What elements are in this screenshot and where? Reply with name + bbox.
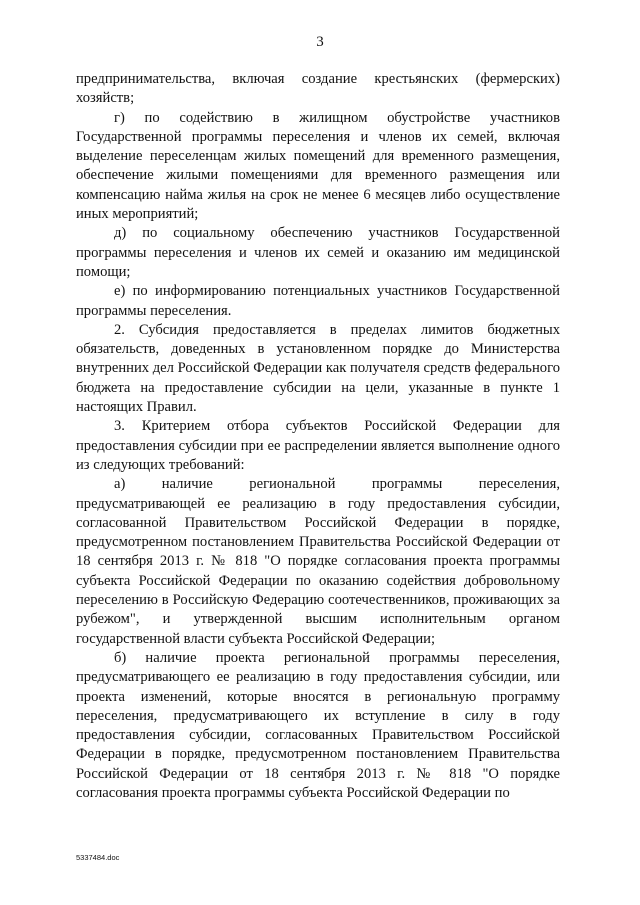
paragraph-a: а) наличие региональной программы переселения, предусматривающей ее реализацию в году предоставления субсидии, согласованной Правительством Российской Федерации в порядке, предусмотренном постановлением Правительства Российской Федерации от 18 сентября 2013 г. № 818 "О порядке согласования проекта программы субъекта Российской Федерации по оказанию содействия добровольному переселению в Российскую Федерацию соотечественников, проживающих за рубежом", и утвержденной высшим исполнительным органом государственной власти субъекта Российской Федерации; [76,476,560,647]
paragraph-e: е) по информированию потенциальных участников Государственной программы переселения. [76,283,560,319]
paragraph-clause-3: 3. Критерием отбора субъектов Российской Федерации для предоставления субсидии при ее распределении является выполнение одного из следующих требований: [76,418,560,473]
page-number: 3 [316,34,324,50]
paragraph-clause-2: 2. Субсидия предоставляется в пределах лимитов бюджетных обязательств, доведенных в установленном порядке до Министерства внутренних дел Российской Федерации как получателя средств федерального бюджета на предоставление субсидии на цели, указанные в пункте 1 настоящих Правил. [76,321,560,416]
paragraph-d: д) по социальному обеспечению участников Государственной программы переселения и членов их семей и оказанию им медицинской помощи; [76,225,560,280]
paragraph-g: г) по содействию в жилищном обустройстве участников Государственной программы переселения и членов их семей, включая выделение переселенцам жилых помещений для временного размещения, обеспечение жилыми помещениями для временного размещения или компенсацию найма жилья на срок не менее 6 месяцев либо осуществление иных мероприятий; [76,109,560,223]
paragraph-hozyaistv: предпринимательства, включая создание крестьянских (фермерских) хозяйств; [76,71,560,107]
document-body [76,70,560,803]
paragraph-b: б) наличие проекта региональной программы переселения, предусматривающего ее реализацию в году предоставления субсидии, или проекта изменений, которые вносятся в региональную программу переселения, предусматривающего их вступление в силу в году предоставления субсидии, согласованных Правительством Российской Федерации в порядке, предусмотренном постановлением Правительства Российской Федерации от 18 сентября 2013 г. № 818 "О порядке согласования проекта программы субъекта Российской Федерации по [76,649,560,801]
footer-file-code: 5337484.doc [76,853,120,862]
